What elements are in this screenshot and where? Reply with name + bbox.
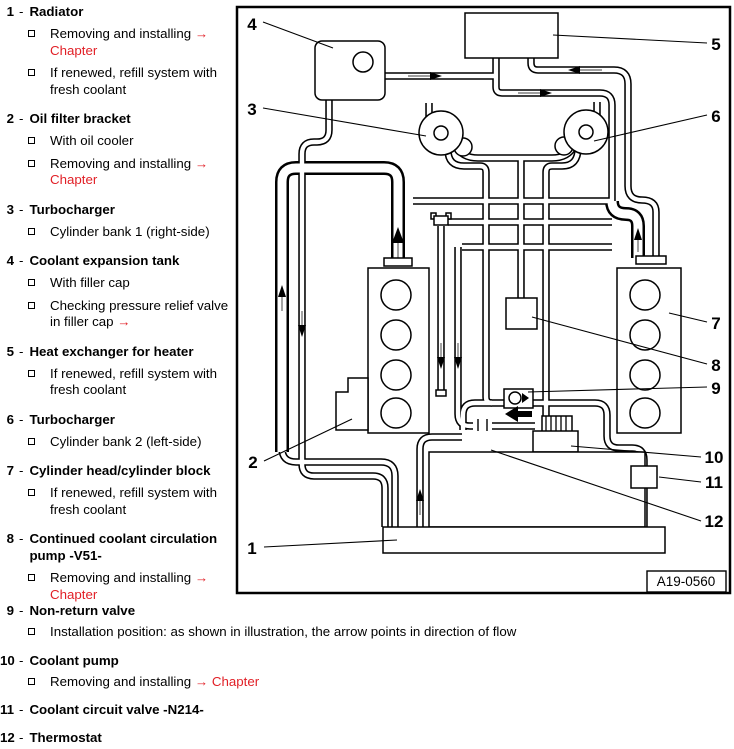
callout-10: 10 — [704, 448, 724, 467]
legend-item-dash: - — [19, 652, 24, 668]
legend-item-number: 9 — [6, 603, 14, 618]
legend-item — [0, 652, 730, 691]
callout-2: 2 — [248, 453, 258, 472]
legend-item-title: Oil filter bracket — [29, 111, 131, 126]
legend-item-title: Radiator — [29, 4, 84, 19]
legend-item-dash: - — [19, 411, 24, 427]
legend-item-number: 2 — [6, 111, 14, 126]
circulation-pump — [506, 298, 537, 329]
bullet-text: Checking pressure relief valve in filler cap — [50, 297, 229, 329]
bullet-text: Removing and installing — [50, 570, 195, 585]
callout-3: 3 — [247, 100, 257, 119]
legend-item-dash: - — [19, 201, 24, 217]
legend-item-title: Heat exchanger for heater — [29, 343, 194, 359]
legend-item-number: 10 — [0, 652, 15, 668]
legend-item-heading — [0, 701, 730, 718]
legend-item — [0, 729, 730, 746]
legend-item — [0, 701, 730, 718]
bullet-text: Removing and installing — [50, 673, 195, 689]
legend-item-dash: - — [19, 702, 24, 717]
bullet-text: If renewed, refill system with fresh coolant — [50, 65, 218, 97]
legend-item-number: 11 — [0, 702, 15, 717]
legend-item-title: Coolant expansion tank — [29, 253, 180, 268]
legend-item-dash: - — [19, 463, 24, 478]
legend-bottom — [0, 598, 730, 749]
engine-bank-right — [617, 268, 681, 433]
callout-1: 1 — [247, 539, 257, 558]
legend-item-title: Coolant circuit valve -N214- — [29, 702, 204, 717]
legend-item-dash: - — [19, 343, 24, 359]
bullet-text: Installation position: as shown in illustration, the arrow points in direction of flow — [50, 624, 517, 639]
stub-flange-left — [384, 258, 412, 266]
legend-item-dash: - — [19, 4, 24, 19]
callout-12: 12 — [704, 512, 724, 531]
legend-item — [0, 602, 730, 641]
heat-exchanger — [465, 13, 558, 58]
callout-9: 9 — [711, 379, 721, 398]
legend-item-number: 5 — [6, 343, 14, 359]
bullet-text: If renewed, refill system with fresh coolant — [50, 485, 218, 517]
legend-item-heading — [0, 729, 730, 746]
callout-4: 4 — [247, 15, 257, 34]
legend-item-title: Cylinder head/cylinder block — [29, 463, 211, 478]
expansion-tank — [315, 41, 385, 100]
chapter-link[interactable]: → Chapter — [194, 673, 260, 689]
chapter-link[interactable]: → — [117, 314, 131, 329]
filler-cap-icon — [353, 52, 373, 72]
legend-bullet — [0, 674, 730, 691]
legend-item-dash: - — [19, 111, 24, 126]
legend-bullet — [0, 624, 730, 641]
chapter-link[interactable]: → Chapter — [50, 570, 209, 602]
legend-item-title: Turbocharger — [29, 411, 115, 427]
legend-item-number: 8 — [6, 531, 14, 546]
legend-item-dash: - — [19, 730, 24, 745]
legend-item-number: 1 — [6, 4, 14, 19]
figure-id-box — [647, 571, 726, 592]
legend-item-number: 4 — [6, 253, 14, 268]
stub-flange-right — [636, 256, 666, 264]
callout-11: 11 — [705, 473, 723, 492]
engine-bank-left — [368, 268, 429, 433]
legend-item-title: Coolant pump — [29, 652, 119, 668]
legend-item-title: Turbocharger — [29, 201, 115, 217]
legend-item-dash: - — [19, 253, 24, 268]
legend-item-number: 7 — [6, 463, 14, 478]
legend-item-dash: - — [19, 603, 24, 618]
bullet-square-icon — [28, 678, 35, 685]
legend-item-heading — [0, 602, 730, 619]
legend-item-title: Non-return valve — [29, 603, 136, 618]
chapter-link[interactable]: → Chapter — [50, 26, 209, 58]
coolant-circuit-valve — [631, 466, 657, 488]
callout-5: 5 — [711, 35, 721, 54]
legend-item-number: 12 — [0, 730, 15, 745]
callout-8: 8 — [711, 356, 721, 375]
bullet-text: Cylinder bank 1 (right-side) — [50, 223, 210, 239]
bullet-text: Removing and installing — [50, 26, 195, 41]
chapter-link[interactable]: → Chapter — [50, 155, 209, 187]
figure-id: A19-0560 — [656, 574, 716, 589]
legend-item-number: 3 — [6, 201, 14, 217]
bullet-text: With oil cooler — [50, 133, 134, 148]
legend-item-number: 6 — [6, 411, 14, 427]
callout-7: 7 — [711, 314, 721, 333]
legend-item-title: Thermostat — [29, 730, 102, 745]
bullet-text: With filler cap — [50, 275, 130, 290]
callout-6: 6 — [711, 107, 721, 126]
bullet-text: If renewed, refill system with fresh coolant — [50, 365, 218, 397]
legend-item-heading — [0, 652, 730, 669]
bullet-square-icon — [28, 628, 35, 635]
bullet-text: Removing and installing — [50, 155, 195, 171]
legend-item-dash: - — [19, 531, 24, 546]
legend-item-title: Continued coolant circulation pump -V51- — [29, 531, 218, 563]
bullet-text: Cylinder bank 2 (left-side) — [50, 433, 202, 449]
